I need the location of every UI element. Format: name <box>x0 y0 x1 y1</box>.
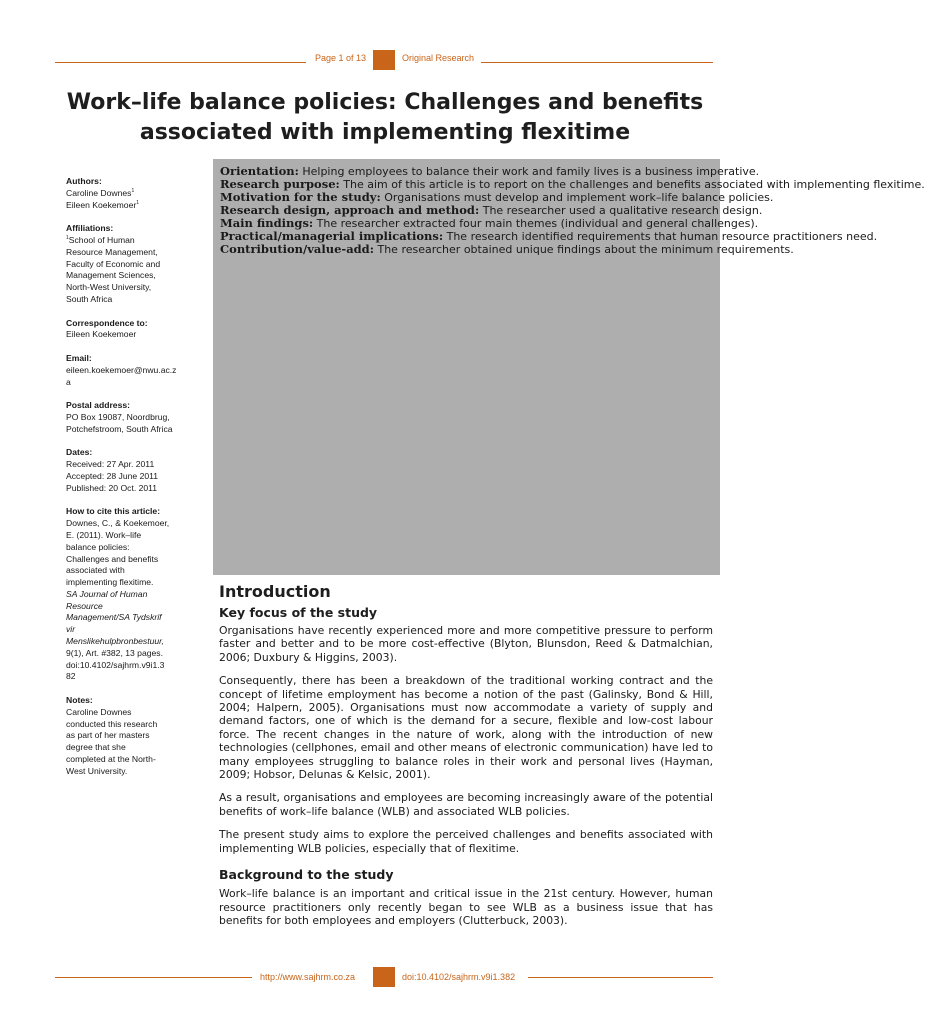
notes-line: degree that she <box>66 742 126 753</box>
article-sidebar <box>66 176 184 789</box>
abstract-box <box>213 159 925 575</box>
email-address[interactable]: eileen.koekemoer@nwu.ac.z <box>66 364 177 375</box>
affiliation-text: School of Human <box>68 234 135 245</box>
section-label: Original Research <box>402 53 475 63</box>
abstract-label: Research design, approach and method: <box>220 203 480 217</box>
article-body <box>219 582 713 927</box>
dates-heading: Dates: <box>66 447 93 458</box>
citation-journal-line: Resource <box>66 600 103 611</box>
affiliation-mark: 1 <box>66 235 69 242</box>
page-number: Page 1 of 13 <box>315 53 367 63</box>
header-square <box>373 50 395 70</box>
postal-line: PO Box 19087, Noordbrug, <box>66 411 170 422</box>
dates-block <box>66 447 184 494</box>
affiliations-heading: Affiliations: <box>66 223 114 234</box>
footer-doi[interactable]: doi:10.4102/sajhrm.v9i1.382 <box>402 972 516 982</box>
date-received: Received: 27 Apr. 2011 <box>66 459 155 470</box>
affiliation-line <box>66 235 184 247</box>
author-1 <box>66 188 184 200</box>
footer-rule-right <box>528 977 713 978</box>
citation-line: implementing flexitime. <box>66 577 154 588</box>
citation-line: balance policies: <box>66 541 130 552</box>
abstract-label: Orientation: <box>220 164 299 178</box>
introduction-heading: Introduction <box>219 582 331 601</box>
citation-journal-line: Management/SA Tydskrif <box>66 612 162 623</box>
notes-block <box>66 695 184 778</box>
abstract-text: The researcher used a qualitative research design. <box>482 204 763 217</box>
citation-doi-wrap[interactable]: 82 <box>66 671 76 682</box>
affiliations-block <box>66 223 184 306</box>
correspondence-name: Eileen Koekemoer <box>66 329 137 340</box>
abstract-label: Practical/managerial implications: <box>220 229 444 243</box>
article-title: Work–life balance policies: Challenges and benefits associated with implementing flexitime <box>66 90 704 145</box>
citation-line: Downes, C., & Koekemoer, <box>66 518 170 529</box>
paragraph-5: Work–life balance is an important and critical issue in the 21st century. However, human resource practitioners only recently began to see WLB as a business issue that has benefits for both employees and employers (Clutterbuck, 2003). <box>219 887 713 927</box>
email-block <box>66 353 184 388</box>
authors-block <box>66 176 184 211</box>
footer-square <box>373 967 395 987</box>
citation-line: associated with <box>66 565 125 576</box>
affiliation-line: Management Sciences, <box>66 270 156 281</box>
correspondence-block <box>66 318 184 342</box>
postal-block <box>66 400 184 435</box>
affiliation-line: Resource Management, <box>66 246 158 257</box>
paragraph-3: As a result, organisations and employees are becoming increasingly aware of the potential benefits of work–life balance (WLB) and associated WLB policies. <box>219 791 713 818</box>
citation-line: E. (2011). Work–life <box>66 529 142 540</box>
abstract-text: The research identified requirements that human resource practitioners need. <box>446 230 878 243</box>
abstract-text: The aim of this article is to report on the challenges and benefits associated with implementing flexitime. <box>343 178 925 191</box>
abstract-label: Contribution/value-add: <box>220 242 374 256</box>
notes-line: conducted this research <box>66 718 158 729</box>
footer-rule-left <box>55 977 252 978</box>
affiliation-line: North-West University, <box>66 282 152 293</box>
notes-line: completed at the North- <box>66 754 156 765</box>
email-address-wrap[interactable]: a <box>66 376 71 387</box>
email-heading: Email: <box>66 352 92 363</box>
citation-journal-line: Menslikehulpbronbestuur, <box>66 636 164 647</box>
author-1-affil-mark: 1 <box>131 187 135 194</box>
citation-doi[interactable]: doi:10.4102/sajhrm.v9i1.3 <box>66 659 165 670</box>
authors-heading: Authors: <box>66 176 102 186</box>
key-focus-heading: Key focus of the study <box>219 605 378 620</box>
correspondence-heading: Correspondence to: <box>66 317 148 328</box>
date-published: Published: 20 Oct. 2011 <box>66 482 158 493</box>
date-accepted: Accepted: 28 June 2011 <box>66 470 159 481</box>
postal-heading: Postal address: <box>66 400 130 411</box>
abstract-text: Helping employees to balance their work and family lives is a business imperative. <box>302 165 760 178</box>
postal-line: Potchefstroom, South Africa <box>66 423 173 434</box>
abstract-label: Research purpose: <box>220 177 340 191</box>
notes-line: West University. <box>66 765 128 776</box>
paragraph-4: The present study aims to explore the perceived challenges and benefits associated with implementing WLB policies, especially that of flexitime. <box>219 828 713 855</box>
abstract-label: Motivation for the study: <box>220 190 381 204</box>
citation-heading: How to cite this article: <box>66 506 161 517</box>
header-rule-right <box>481 62 713 63</box>
author-2 <box>66 200 184 212</box>
author-2-affil-mark: 1 <box>136 199 140 206</box>
citation-line: 9(1), Art. #382, 13 pages. <box>66 647 163 658</box>
background-heading: Background to the study <box>219 867 394 883</box>
paragraph-1: Organisations have recently experienced more and more competitive pressure to perform faster and better and to be more cost-effective (Blyton, Blunsdon, Reed & Datmalchian, 2006; Duxbury & Higgins, 2003). <box>219 624 713 664</box>
header-rule-left <box>55 62 306 63</box>
citation-journal-line: SA Journal of Human <box>66 588 148 599</box>
citation-line: Challenges and benefits <box>66 553 159 564</box>
citation-block <box>66 506 184 683</box>
notes-line: as part of her masters <box>66 730 150 741</box>
notes-line: Caroline Downes <box>66 706 132 717</box>
author-1-name: Caroline Downes <box>66 187 132 198</box>
abstract-text: The researcher extracted four main themes (individual and general challenges). <box>316 217 759 230</box>
author-2-name: Eileen Koekemoer <box>66 199 137 210</box>
abstract-contribution <box>213 242 794 256</box>
paragraph-2: Consequently, there has been a breakdown of the traditional working contract and the concept of lifetime employment has become a notion of the past (Galinsky, Bond & Hill, 2004; Halpern, 2005). Organisations must now accommodate a variety of supply and demand factors, one of which is the demand for a secure, flexible and low-cost labour force. The recent changes in the nature of work, along with the introduction of new technologies (cellphones, email and other means of electronic communication) have led to many employees struggling to balance roles in their work and personal lives (Hayman, 2009; Hobsor, Delunas & Kelsic, 2001). <box>219 674 713 782</box>
abstract-text: The researcher obtained unique findings about the minimum requirements. <box>377 243 794 256</box>
footer-url[interactable]: http://www.sajhrm.co.za <box>260 972 356 982</box>
affiliation-line: South Africa <box>66 293 113 304</box>
abstract-label: Main findings: <box>220 216 314 230</box>
abstract-text: Organisations must develop and implement work–life balance policies. <box>384 191 774 204</box>
citation-journal-line: vir <box>66 624 76 635</box>
notes-heading: Notes: <box>66 695 93 706</box>
affiliation-line: Faculty of Economic and <box>66 258 161 269</box>
